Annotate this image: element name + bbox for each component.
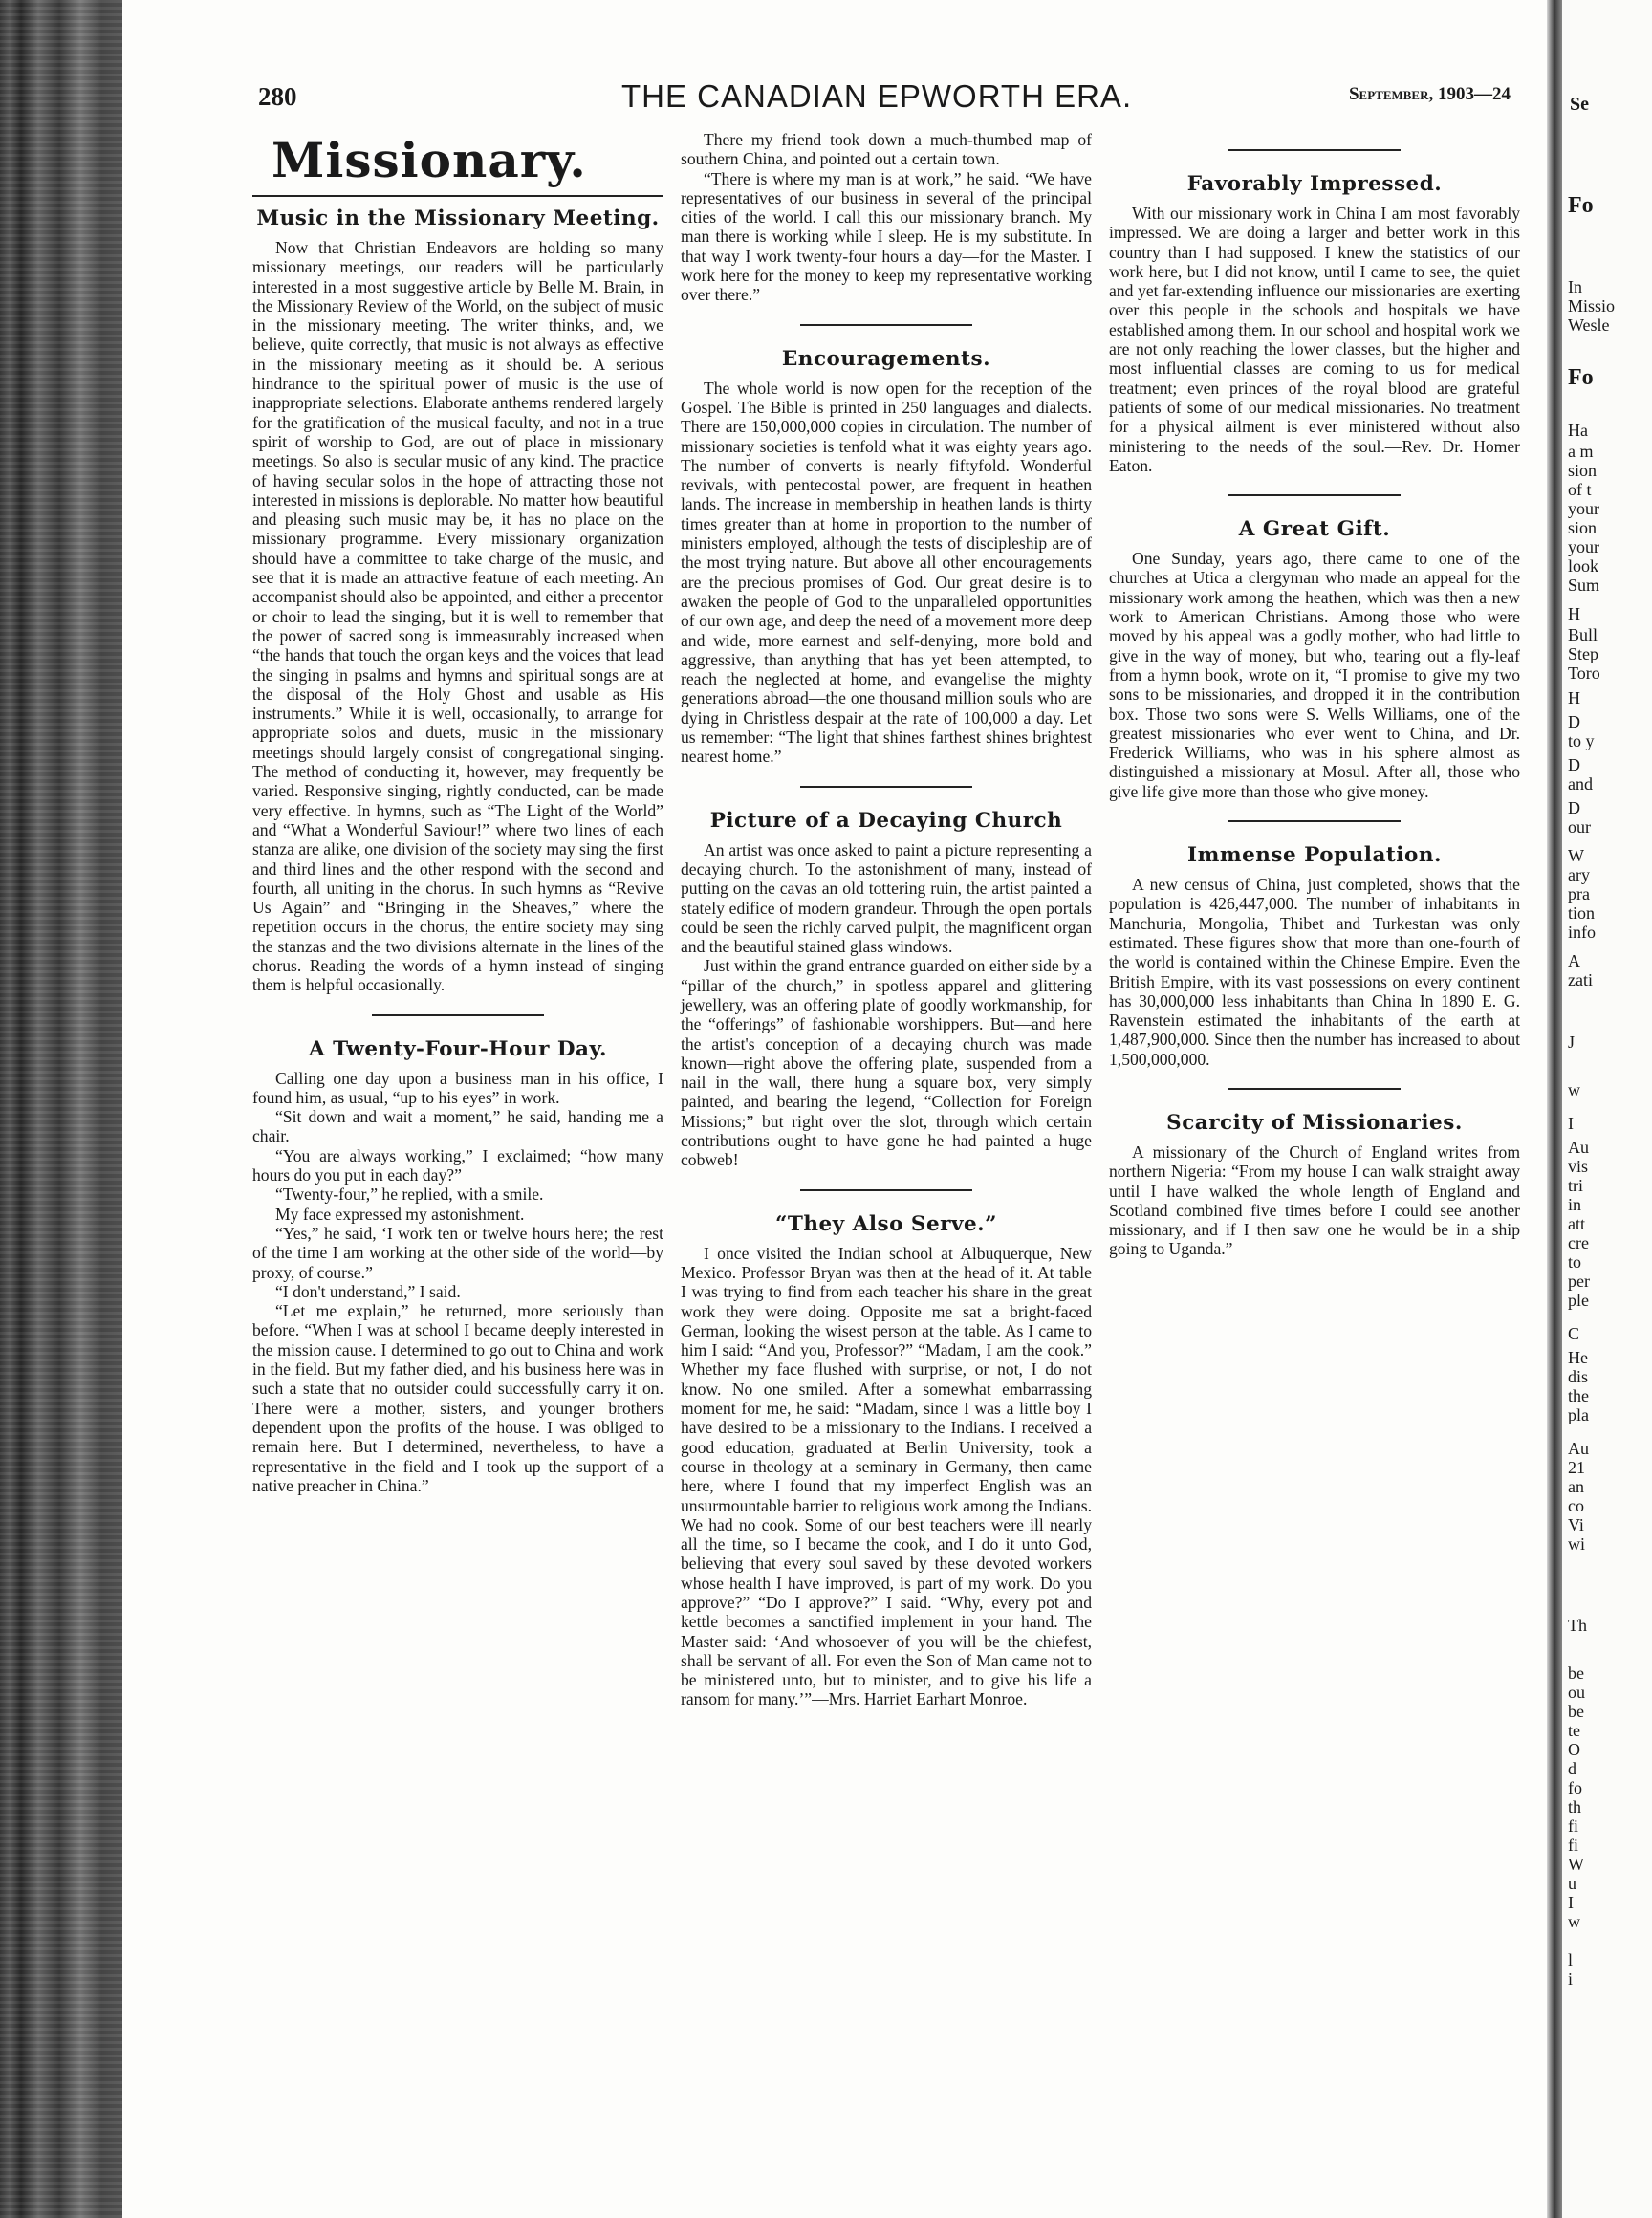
divider — [800, 786, 972, 788]
next-page-fragment: C — [1568, 1324, 1580, 1343]
divider — [1228, 820, 1401, 822]
next-page-fragment: sion — [1568, 518, 1598, 537]
next-page-fragment: Ha — [1568, 421, 1588, 440]
next-page-fragment: 21 — [1568, 1458, 1585, 1477]
article-paragraph: “Yes,” he said, ‘I work ten or twelve hours here; the rest of the time I am working at the other side of the world—by proxy, of course.” — [252, 1223, 663, 1282]
page-gutter — [1547, 0, 1562, 2218]
next-page-fragment: be — [1568, 1702, 1584, 1721]
next-page-fragment: a m — [1568, 442, 1594, 461]
next-page-fragment: H — [1568, 688, 1580, 707]
next-page-fragment: l — [1568, 1950, 1574, 1969]
next-page-fragment: your — [1568, 537, 1599, 556]
divider — [1228, 1088, 1401, 1090]
article-title: Scarcity of Missionaries. — [1166, 1110, 1463, 1135]
column-2 — [681, 130, 1092, 1709]
divider — [800, 1189, 972, 1191]
page-number: 280 — [258, 82, 297, 111]
next-page-fragment: Bull — [1568, 625, 1598, 644]
article-favorably-impressed — [1109, 172, 1520, 475]
article-great-gift — [1109, 517, 1520, 801]
next-page-fragment: dis — [1568, 1367, 1589, 1386]
next-page-fragment: cre — [1568, 1233, 1589, 1252]
next-page-fragment: vis — [1568, 1157, 1589, 1176]
next-page-fragment: sion — [1568, 461, 1598, 480]
article-title: Picture of a Decaying Church — [709, 808, 1063, 833]
next-page-fragment: look — [1568, 556, 1599, 576]
column-3 — [1109, 130, 1520, 1259]
book-binding — [0, 0, 122, 2218]
next-page-fragment: te — [1568, 1721, 1580, 1740]
article-paragraph: An artist was once asked to paint a picture representing a decaying church. To the astonishment of many, instead of putting on the cavas an old tottering ruin, the artist painted a stately edifice of modern grandeur. Through the open portals could be seen the richly carved pulpit, the magnificent organ and the beautiful stained glass windows. — [681, 839, 1092, 957]
article-title: Encouragements. — [781, 346, 991, 371]
divider — [1228, 494, 1401, 496]
next-page-fragment: Au — [1568, 1439, 1589, 1458]
article-title: Favorably Impressed. — [1186, 172, 1443, 196]
article-immense-population — [1109, 843, 1520, 1069]
next-page-fragment: w — [1568, 1080, 1580, 1099]
next-page-fragment: ary — [1568, 865, 1590, 884]
next-page-fragment: wi — [1568, 1534, 1585, 1554]
next-page-fragment: our — [1568, 817, 1591, 837]
article-paragraph: “Let me explain,” he returned, more seriously than before. “When I was at school I became deeply interested in the mission cause. I determined to go out to China and work in the field. But my father died, and his business here was in such a state that no outsider could successfully carry it on. There were a mother, sisters, and younger brothers dependent upon the profits of the house. I was obliged to remain here. But I determined, nevertheless, to have a representative in the field and I took up the support of a native preacher in China.” — [252, 1301, 663, 1495]
next-page-fragment: W — [1568, 846, 1584, 865]
next-page-fragment: Vi — [1568, 1515, 1584, 1534]
next-page-fragment: I — [1568, 1893, 1574, 1912]
next-page-fragment: and — [1568, 774, 1593, 794]
article-paragraph: “I don't understand,” I said. — [275, 1281, 461, 1301]
article-paragraph: “Sit down and wait a moment,” he said, handing me a chair. — [252, 1107, 663, 1146]
article-twenty-four-hour-day-cont — [681, 130, 1092, 305]
article-twenty-four-hour-day — [252, 1037, 663, 1496]
article-paragraph: One Sunday, years ago, there came to one of the churches at Utica a clergyman who made an appeal for the missionary work among the heathen, which was then a new work to American Christians. Among those who were moved by his appeal was a godly mother, who had little to give in the way of money, but who, tearing out a fly-leaf from a hymn book, wrote on it, “I promise to give my two sons to be missionaries, and dropped it in the contribution box. Those two sons were S. Wells Williams, one of the greatest missionaries who ever went to China, and Dr. Frederick Williams, who was in his sphere almost as distinguished a missionary at Mosul. After all, those who give life give more than those who give money. — [1109, 549, 1520, 801]
next-page-fragment: att — [1568, 1214, 1585, 1233]
next-page-fragment: to — [1568, 1252, 1582, 1272]
next-page-fragment: Step — [1568, 644, 1599, 663]
next-page-fragment: H — [1568, 604, 1580, 623]
article-paragraph: A missionary of the Church of England writes from northern Nigeria: “From my house I can walk straight away until I have walked the whole length of England and Scotland combined five times before I could see another missionary, and if I then saw one he would be in a ship going to Uganda.” — [1109, 1142, 1520, 1259]
next-page-fragment: Th — [1568, 1616, 1587, 1635]
next-page-fragment: pla — [1568, 1405, 1589, 1424]
next-page-fragment: fi — [1568, 1816, 1578, 1836]
next-page-fragment: your — [1568, 499, 1599, 518]
next-page-fragment: J — [1568, 1033, 1576, 1052]
next-page-fragment: of t — [1568, 480, 1592, 499]
next-page-fragment: W — [1568, 1855, 1584, 1874]
next-page-fragment: d — [1568, 1759, 1576, 1778]
next-page-fragment: Fo — [1568, 193, 1594, 218]
publication-title: THE CANADIAN EPWORTH ERA. — [621, 78, 1133, 114]
next-page-header: Se — [1570, 94, 1589, 115]
next-page-fragment: in — [1568, 1195, 1582, 1214]
next-page-fragment: fi — [1568, 1836, 1578, 1855]
article-paragraph: “There is where my man is at work,” he said. “We have representatives of our business in several of the principal cities of the world. I call this our missionary branch. My man there is working while I sleep. He is my substitute. In that way I work twenty-four hours a day—for the Master. I work here for the money to keep my representative working over there.” — [681, 168, 1092, 305]
next-page-fragment: D — [1568, 712, 1580, 731]
article-they-also-serve — [681, 1212, 1092, 1709]
next-page-fragment: zati — [1568, 970, 1593, 989]
divider — [800, 324, 972, 326]
next-page-fragment: an — [1568, 1477, 1584, 1496]
article-music — [252, 207, 663, 995]
article-encouragements — [681, 347, 1092, 767]
next-page-fragment: Wesle — [1568, 315, 1610, 335]
next-page-fragment: I — [1568, 1114, 1574, 1133]
next-page-fragment: pra — [1568, 884, 1590, 903]
next-page-fragment: D — [1568, 798, 1580, 817]
section-rule — [252, 195, 663, 197]
article-paragraph: Now that Christian Endeavors are holding so many missionary meetings, our readers will be particularly interested in a most suggestive article by Belle M. Brain, in the Missionary Review of the World, on the subject of music in the missionary meeting. The writer thinks, and, we believe, quite correctly, that music is not always as effective in the missionary meeting as it should be. A serious hindrance to the spiritual power of music is the use of inappropriate selections. Elaborate anthems rendered largely for the gratification of the musical faculty, and not in a true spirit of worship to God, are out of place in missionary meetings. So also is secular music of any kind. The practice of having secular solos in the hope of attracting those not interested in missions is deplorable. No matter how beautiful and pleasing such music may be, it has no place on the missionary programme. Every missionary organization should have a committee to take charge of the music, and see that it is made an attractive feature of each meeting. An accompanist should also be appointed, and either a precentor or choir to lead the singing, but it is well to remember that the power of sacred song is immeasurably increased when “the hands that touch the organ keys and the voices that lead the singing in psalms and hymns and spiritual songs are at the disposal of the Holy Ghost and usable as His instruments.” While it is well, occasionally, to arrange for appropriate solos and duets, music in the missionary meetings should largely consist of congregational singing. The method of conducting it, however, may frequently be varied. Responsive singing, rightly conducted, can be made very effective. In hymns, such as “The Light of the World” and “What a Wonderful Saviour!” where two lines of each stanza are alike, one division of the society may sing the first and third lines and the other respond with the second and fourth, all uniting in the chorus. In such hymns as “Revive Us Again” and “Bringing in the Sheaves,” where the repetition occurs in the chorus, the entire society may sing the stanzas and the two divisions alternate in the lines of the chorus. Reading the words of a hymn instead of singing them is helpful occasionally. — [252, 238, 663, 995]
divider — [1228, 149, 1401, 151]
page-header — [258, 78, 1511, 117]
article-scarcity — [1109, 1111, 1520, 1259]
next-page-fragment: w — [1568, 1912, 1580, 1931]
next-page-fragment: tri — [1568, 1176, 1583, 1195]
next-page-fragment: Toro — [1568, 663, 1600, 683]
article-paragraph: My face expressed my astonishment. — [275, 1204, 525, 1224]
next-page-fragment: u — [1568, 1874, 1576, 1893]
next-page-fragment: to y — [1568, 731, 1595, 750]
column-1 — [252, 130, 663, 1495]
article-paragraph: A new census of China, just completed, shows that the population is 426,447,000. The number of inhabitants in Manchuria, Mongolia, Thibet and Turkestan was only estimated. These figures show that more than one-fourth of the world is contained within the Chinese Empire. Even the British Empire, with its vast possessions on every continent has 30,000,000 less inhabitants than China In 1890 E. G. Ravenstein estimated the inhabitants of the earth at 1,487,900,000. Since then the number has increased to about 1,500,000,000. — [1109, 875, 1520, 1069]
article-decaying-church — [681, 809, 1092, 1170]
article-paragraph: Calling one day upon a business man in his office, I found him, as usual, “up to his eyes” in work. — [252, 1068, 663, 1107]
issue-date: September, 1903—24 — [1348, 84, 1511, 104]
next-page-fragment: th — [1568, 1797, 1582, 1816]
article-title: A Great Gift. — [1238, 517, 1391, 542]
article-title: A Twenty-Four-Hour Day. — [309, 1036, 607, 1061]
next-page-fragment: Fo — [1568, 365, 1594, 390]
article-paragraph: The whole world is now open for the reception of the Gospel. The Bible is printed in 250 languages and dialects. There are 150,000,000 copies in circulation. The number of missionary societies is tenfold what it was eighty years ago. The number of converts is nearly fiftyfold. Wonderful revivals, with pentecostal power, are frequent in heathen lands. The increase in membership in heathen lands is thirty times greater than at home in proportion to the number of ministers employed, although the tests of discipleship are of the most trying nature. But above all other encouragements are the precious promises of God. Our great desire is to awaken the people of God to the unparalleled opportunities of our own age, and deep the need of a movement more deep and wide, more earnest and self-denying, more bold and aggressive, than anything that has yet been attempted, to reach the neglected at home, and evangelise the mighty generations abroad—the one thousand million souls who are dying in Christless despair at the rate of 100,000 a day. Let us remember: “The light that shines farthest shines brightest nearest home.” — [681, 378, 1092, 767]
section-title: Missionary. — [272, 132, 587, 188]
next-page-fragment: D — [1568, 755, 1580, 774]
next-page-fragment: i — [1568, 1969, 1574, 1989]
next-page-fragment: Au — [1568, 1138, 1589, 1157]
article-paragraph: I once visited the Indian school at Albuquerque, New Mexico. Professor Bryan was then at the head of it. At table I was trying to find from each teacher his share in the great work they were doing. Opposite me sat a bright-faced German, looking the wisest person at the table. As I came to him I said: “And you, Professor?” “Madam, I am the cook.” Whether my face flushed with surprise, or not, I do not know. No one smiled. After a somewhat embarrassing moment for me, he said: “Madam, since I was a little boy I have desired to be a missionary to the Indians. I received a good education, graduated at Berlin University, took a course in theology at a seminary in Germany, then came here, where I found that my imperfect English was an unsurmountable barrier to religious work among the Indians. We had no cook. Some of our best teachers were ill nearly all the time, so I became the cook, and I do it unto God, believing that every soul saved by these devoted workers whose health I have improved, is part of my work. Do you approve?” “Do I approve?” I said. “Why, every pot and kettle becomes a sanctified implement in your hand. The Master said: ‘And whosoever of you will be the chiefest, shall be servant of all. For even the Son of Man came not to be ministered unto, but to minister, and to give his life a ransom for many.’”—Mrs. Harriet Earhart Monroe. — [681, 1243, 1092, 1709]
next-page-fragment: tion — [1568, 903, 1596, 923]
article-title: “They Also Serve.” — [775, 1211, 997, 1236]
article-paragraph: “You are always working,” I exclaimed; “how many hours do you put in each day?” — [252, 1145, 663, 1185]
article-title: Music in the Missionary Meeting. — [256, 207, 660, 230]
next-page-fragment: Sum — [1568, 576, 1600, 595]
article-paragraph: With our missionary work in China I am most favorably impressed. We are doing a larger and better work in this country than I had supposed. I knew the statistics of our work here, but I did not know, until I came to see, the quiet and yet far-extending influence our missionaries are exerting over this people in the schools and hospitals we have established among them. In our school and hospital work we are not only reaching the lower classes, but the higher and most influential classes are coming to us for medical treatment; even princes of the royal blood are grateful patients of some of our medical missionaries. No treatment for a physical ailment is ever ministered without also ministering to the needs of the soul.—Rev. Dr. Homer Eaton. — [1109, 204, 1520, 475]
next-page-fragment: ou — [1568, 1683, 1585, 1702]
article-title: Immense Population. — [1187, 843, 1442, 868]
next-page-edge — [1562, 0, 1652, 2218]
next-page-fragment: A — [1568, 951, 1580, 970]
next-page-fragment: ple — [1568, 1291, 1589, 1310]
next-page-fragment: co — [1568, 1496, 1584, 1515]
next-page-fragment: In — [1568, 277, 1582, 296]
next-page-fragment: be — [1568, 1664, 1584, 1683]
article-paragraph: Just within the grand entrance guarded on either side by a “pillar of the church,” in spotless apparel and glittering jewellery, was an offering plate of goodly workmanship, for the “offerings” of fashionable worshippers. But—and here the artist's conception of a decaying church was made known—right above the offering plate, suspended from a nail in the wall, there hung a square box, very simply painted, and bearing the legend, “Collection for Foreign Missions;” but right over the slot, through which certain contributions ought to have gone he had painted a huge cobweb! — [681, 956, 1092, 1170]
article-paragraph: “Twenty-four,” he replied, with a smile. — [275, 1185, 544, 1205]
next-page-fragment: Missio — [1568, 296, 1616, 315]
next-page-fragment: the — [1568, 1386, 1589, 1405]
next-page-fragment: He — [1568, 1348, 1588, 1367]
next-page-fragment: info — [1568, 923, 1596, 942]
next-page-fragment: per — [1568, 1272, 1590, 1291]
next-page-fragment: fo — [1568, 1778, 1582, 1797]
divider — [372, 1014, 544, 1016]
next-page-fragment: O — [1568, 1740, 1580, 1759]
article-paragraph: There my friend took down a much-thumbed map of southern China, and pointed out a certain town. — [681, 130, 1092, 169]
